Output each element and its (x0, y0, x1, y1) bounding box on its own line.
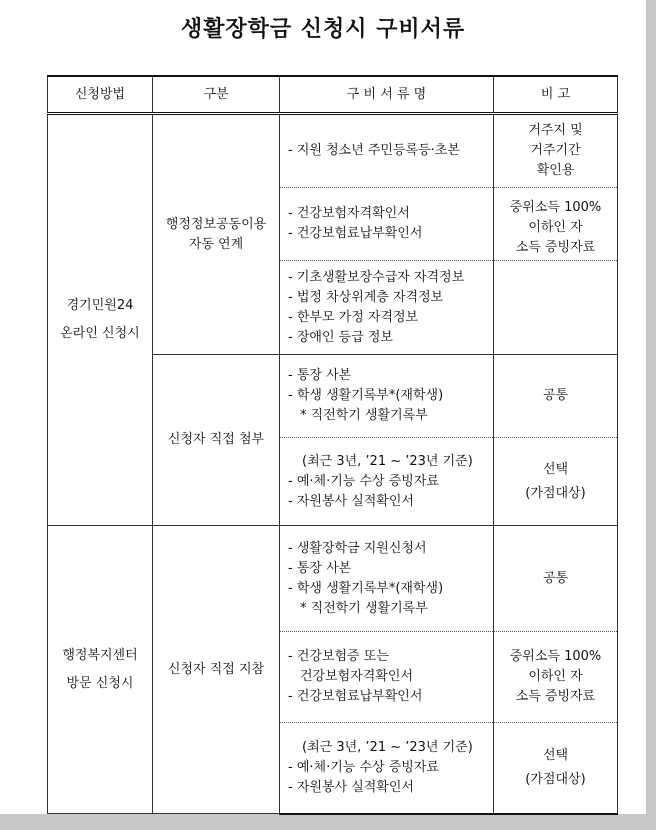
document-item: - 학생 생활기록부*(재학생) (288, 388, 444, 403)
document-item: - 자원봉사 실적확인서 (288, 493, 414, 509)
header-method: 신청방법 (48, 76, 153, 114)
document-item: - 건강보험증 또는 (288, 649, 389, 664)
document-item: - 지원 청소년 주민등록등·초본 (288, 143, 460, 158)
documents-cell (280, 723, 494, 814)
period-note: (최근 3년, ’21 ~ ’23년 기준) (302, 739, 473, 755)
documents-cell (280, 438, 494, 526)
documents-cell (280, 355, 494, 438)
category-auto-link: 행정정보공동이용 자동 연계 (153, 114, 280, 355)
method-online: 경기민원24 온라인 신청시 (48, 114, 153, 526)
header-remarks: 비 고 (494, 76, 618, 114)
method-visit: 행정복지센터 방문 신청시 (48, 526, 153, 814)
document-item: - 건강보험료납부확인서 (288, 226, 423, 241)
table-header-row (48, 76, 618, 114)
documents-cell (280, 114, 494, 188)
documents-cell (280, 632, 494, 723)
required-documents-table (47, 75, 618, 815)
document-item: * 직전학기 생활기록부 (300, 408, 428, 423)
document-item: - 장애인 등급 정보 (288, 329, 393, 345)
remark-cell: 선택 (가점대상) (494, 723, 618, 814)
remark-cell: 중위소득 100% 이하인 자 소득 증빙자료 (494, 188, 618, 261)
remark-cell: 공통 (494, 526, 618, 632)
period-note: (최근 3년, ’21 ~ ’23년 기준) (302, 453, 473, 469)
documents-cell (280, 188, 494, 261)
remark-cell: 거주지 및 거주기간 확인용 (494, 114, 618, 188)
table-row (48, 114, 618, 188)
documents-cell (280, 261, 494, 355)
document-item: - 학생 생활기록부*(재학생) (288, 580, 444, 596)
category-direct-bring: 신청자 직접 지참 (153, 526, 280, 814)
document-item: - 통장 사본 (288, 368, 352, 383)
page-title: 생활장학금 신청시 구비서류 (180, 17, 466, 42)
category-direct-attach: 신청자 직접 첨부 (153, 355, 280, 526)
document-item: - 건강보험자격확인서 (288, 206, 410, 221)
remark-cell: 중위소득 100% 이하인 자 소득 증빙자료 (494, 632, 618, 723)
remark-cell-empty (494, 261, 618, 355)
document-item: - 통장 사본 (288, 560, 352, 576)
document-item: - 예·체·기능 수상 증빙자료 (288, 759, 439, 775)
header-category: 구분 (153, 76, 280, 114)
document-item: * 직전학기 생활기록부 (300, 600, 428, 616)
document-item: - 기초생활보장수급자 자격정보 (288, 269, 465, 285)
document-item: - 법정 차상위계층 자격정보 (288, 289, 444, 305)
document-item: - 생활장학금 지원신청서 (288, 540, 427, 556)
document-item: - 한부모 가정 자격정보 (288, 309, 419, 325)
header-documents: 구 비 서 류 명 (280, 76, 494, 114)
documents-cell (280, 526, 494, 632)
remark-cell: 공통 (494, 355, 618, 438)
remark-cell: 선택 (가점대상) (494, 438, 618, 526)
document-item: 건강보험자격확인서 (300, 669, 414, 684)
document-item: - 예·체·기능 수상 증빙자료 (288, 473, 439, 489)
document-item: - 자원봉사 실적확인서 (288, 779, 414, 795)
document-item: - 건강보험료납부확인서 (288, 689, 423, 704)
table-row (48, 526, 618, 632)
